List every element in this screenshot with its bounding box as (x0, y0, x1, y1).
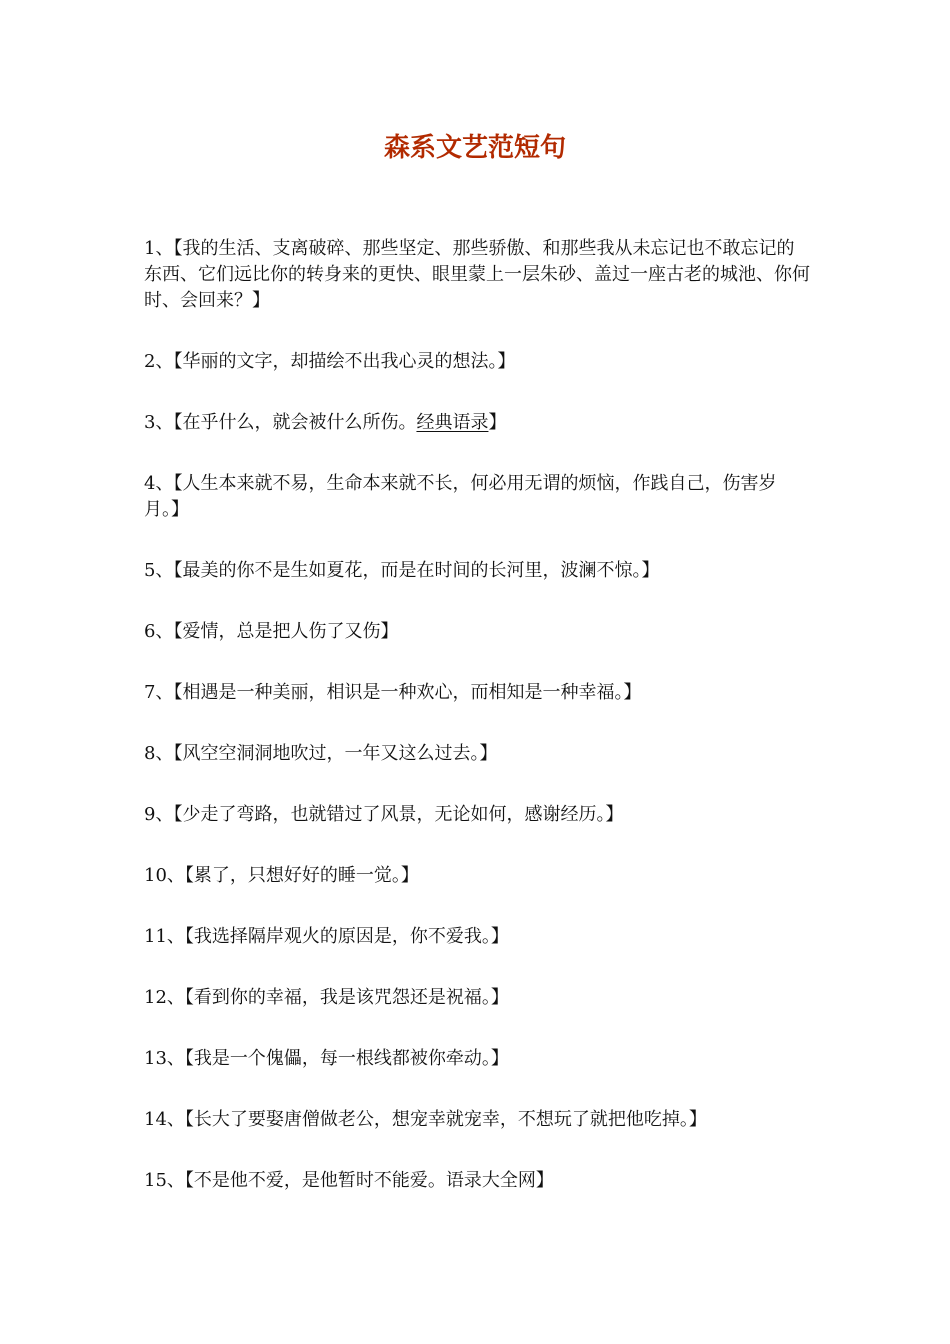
page-title: 森系文艺范短句 (383, 133, 566, 163)
list-item: 2、【华丽的文字，却描绘不出我心灵的想法。】 (144, 351, 516, 372)
list-item: 9、【少走了弯路，也就错过了风景，无论如何，感谢经历。】 (144, 804, 624, 825)
list-item (144, 410, 812, 436)
list-item: 4、【人生本来就不易，生命本来就不长，何必用无谓的烦恼，作践自己，伤害岁月。】 (144, 473, 777, 520)
classic-quotes-link[interactable]: 经典语录 (416, 412, 489, 433)
list-item: 10、【累了，只想好好的睡一觉。】 (144, 865, 419, 886)
list-item: 12、【看到你的幸福，我是该咒怨还是祝福。】 (144, 987, 509, 1008)
list-item: 11、【我选择隔岸观火的原因是，你不爱我。】 (144, 926, 509, 947)
list-item: 13、【我是一个傀儡，每一根线都被你牵动。】 (144, 1048, 509, 1069)
list-item: 14、【长大了要娶唐僧做老公，想宠幸就宠幸，不想玩了就把他吃掉。】 (144, 1109, 707, 1130)
list-item: 8、【风空空洞洞地吹过，一年又这么过去。】 (144, 743, 498, 764)
list-item-text: 】 (488, 412, 507, 433)
list-item: 1、【我的生活、支离破碎、那些坚定、那些骄傲、和那些我从未忘记也不敢忘记的东西、它们远比你的转身来的更快、眼里蒙上一层朱砂、盖过一座古老的城池、你何时、会回来？】 (144, 238, 810, 311)
list-item: 7、【相遇是一种美丽，相识是一种欢心，而相知是一种幸福。】 (144, 682, 642, 703)
quote-list (144, 236, 812, 1229)
list-item-text: 3、【在乎什么，就会被什么所伤。 (144, 412, 417, 433)
list-item: 5、【最美的你不是生如夏花，而是在时间的长河里，波澜不惊。】 (144, 560, 660, 581)
list-item: 15、【不是他不爱，是他暂时不能爱。语录大全网】 (144, 1170, 554, 1191)
list-item: 6、【爱情，总是把人伤了又伤】 (144, 621, 399, 642)
